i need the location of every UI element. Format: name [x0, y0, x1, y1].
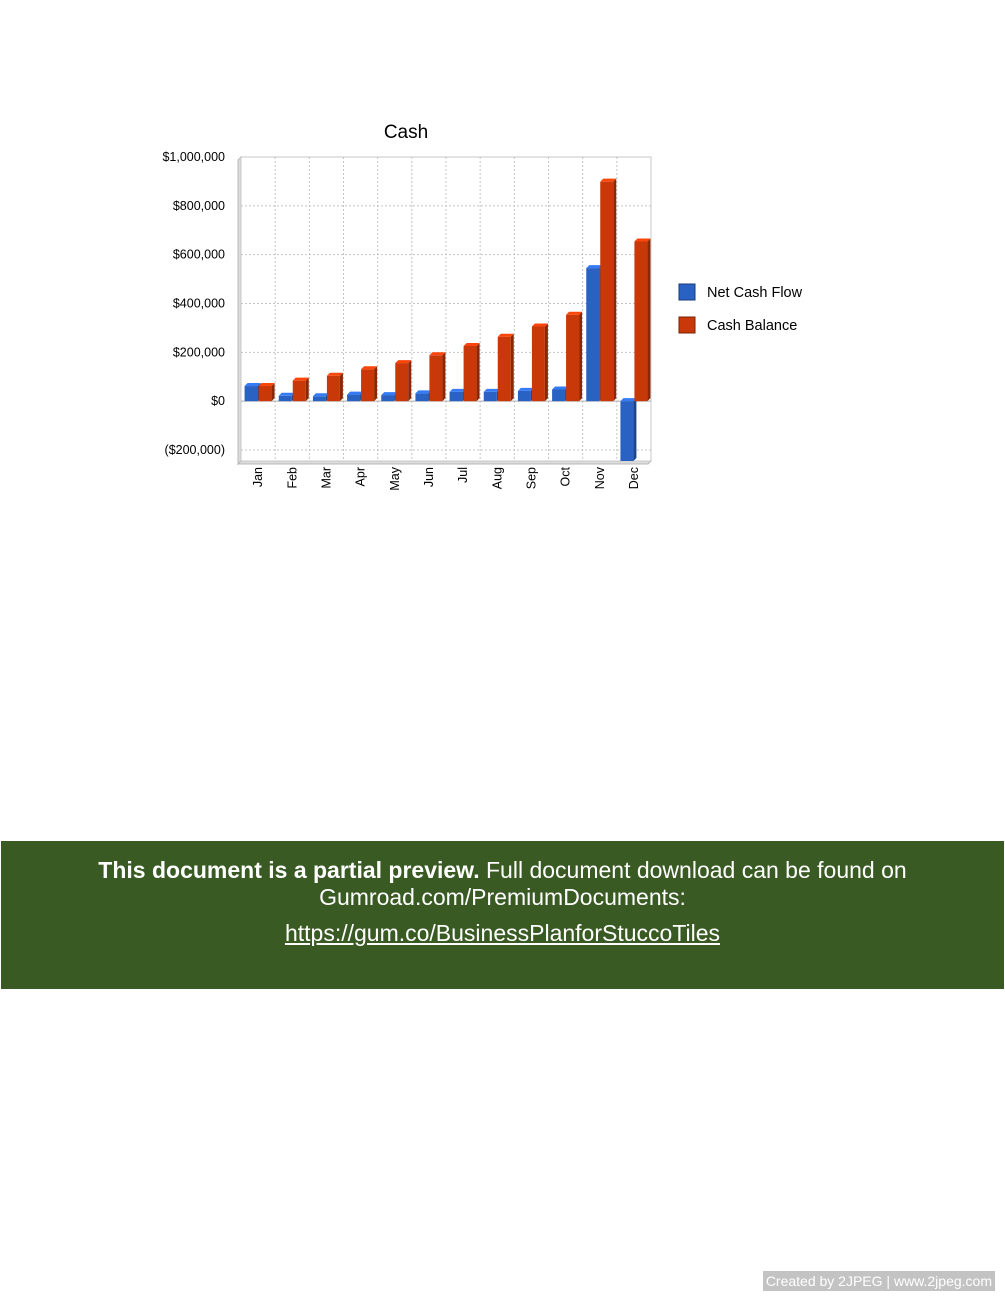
bar-front [532, 326, 545, 401]
bar-side [545, 323, 548, 401]
banner-line-1 [1, 857, 1004, 884]
x-tick-label: Jul [456, 467, 471, 483]
y-tick-label: $1,000,000 [162, 150, 225, 164]
plot-area [162, 150, 651, 491]
bar-cash-balance-may [395, 360, 411, 401]
bar-front [381, 395, 394, 401]
watermark: Created by 2JPEG | www.2jpeg.com [763, 1271, 995, 1291]
bar-front [279, 396, 292, 401]
bar-side [579, 312, 582, 401]
bar-front [429, 355, 442, 401]
bar-side [442, 352, 445, 401]
bar-side [374, 366, 377, 401]
x-tick-label: May [387, 467, 402, 491]
bar-net-cash-flow-apr [347, 392, 363, 402]
banner-normal-text: Full document download can be found on [479, 857, 907, 883]
y-tick-label: $400,000 [172, 296, 225, 311]
x-tick-label: Oct [558, 467, 573, 487]
bar-side [613, 179, 616, 402]
x-tick-label: Apr [353, 467, 368, 487]
download-link[interactable]: https://gum.co/BusinessPlanforStuccoTiles [284, 920, 721, 946]
bar-net-cash-flow-sep [518, 388, 534, 401]
x-tick-label: Dec [626, 467, 641, 490]
bar-side [511, 334, 514, 401]
bar-side [633, 398, 636, 461]
chart-title: Cash [383, 122, 429, 143]
bar-front [600, 182, 613, 402]
bar-net-cash-flow-may [381, 392, 397, 401]
bar-net-cash-flow-mar [313, 393, 329, 401]
bar-cash-balance-jan [259, 383, 275, 401]
bar-front [415, 393, 428, 401]
bar-net-cash-flow-jul [450, 389, 466, 401]
bar-front [518, 391, 531, 401]
x-tick-label: Aug [490, 467, 505, 490]
bar-front [620, 401, 633, 461]
bar-cash-balance-mar [327, 373, 343, 401]
bar-cash-balance-nov [600, 179, 616, 402]
bar-front [634, 241, 647, 401]
y-tick-label: ($200,000) [164, 443, 225, 458]
bar-cash-balance-jun [429, 352, 445, 401]
bar-front [259, 386, 272, 401]
bar-cash-balance-sep [532, 323, 548, 401]
bar-front [327, 376, 340, 401]
x-tick-label: Sep [524, 467, 539, 490]
bar-front [464, 346, 477, 401]
legend-swatch [679, 284, 695, 300]
banner-line-2: Gumroad.com/PremiumDocuments: [319, 884, 686, 910]
preview-banner [1, 841, 1004, 989]
y-tick-label: $200,000 [172, 345, 225, 360]
bar-net-cash-flow-oct [552, 386, 568, 401]
legend-swatch [679, 317, 695, 333]
bar-front [313, 396, 326, 401]
bar-front [395, 363, 408, 401]
bar-cash-balance-jul [464, 343, 480, 401]
y-tick-label: $600,000 [172, 247, 225, 262]
y-tick-label: $800,000 [172, 198, 225, 213]
x-tick-label: Jan [251, 467, 266, 488]
bar-side [340, 373, 343, 401]
bar-cash-balance-oct [566, 312, 582, 401]
bar-side [408, 360, 411, 401]
bar-front [245, 386, 258, 401]
bar-front [361, 369, 374, 401]
bar-cash-balance-aug [498, 334, 514, 401]
legend-label: Net Cash Flow [707, 285, 803, 301]
bar-side [477, 343, 480, 401]
y-tick-label: $0 [211, 394, 225, 409]
bar-front [293, 381, 306, 402]
bar-side [647, 238, 650, 401]
bar-net-cash-flow-dec [620, 398, 636, 461]
bar-front [450, 392, 463, 401]
x-tick-label: Feb [285, 467, 300, 489]
bar-front [498, 337, 511, 401]
bar-cash-balance-feb [293, 378, 309, 402]
bar-net-cash-flow-jan [245, 383, 261, 401]
bar-front [347, 395, 360, 402]
x-tick-label: Mar [319, 467, 334, 489]
bar-net-cash-flow-jun [415, 390, 431, 401]
bar-front [566, 315, 579, 401]
bar-front [586, 268, 599, 401]
bar-front [552, 389, 565, 401]
x-tick-label: Jun [421, 467, 436, 488]
bar-side [306, 378, 309, 402]
bar-cash-balance-dec [634, 238, 650, 401]
legend-label: Cash Balance [707, 318, 798, 334]
bar-net-cash-flow-nov [586, 265, 602, 401]
bar-net-cash-flow-aug [484, 389, 500, 401]
bar-cash-balance-apr [361, 366, 377, 401]
x-tick-label: Nov [592, 467, 607, 490]
bar-front [484, 392, 497, 401]
legend [679, 284, 803, 334]
bar-net-cash-flow-feb [279, 393, 295, 401]
banner-bold-text: This document is a partial preview. [98, 857, 480, 883]
bar-side [272, 383, 275, 401]
